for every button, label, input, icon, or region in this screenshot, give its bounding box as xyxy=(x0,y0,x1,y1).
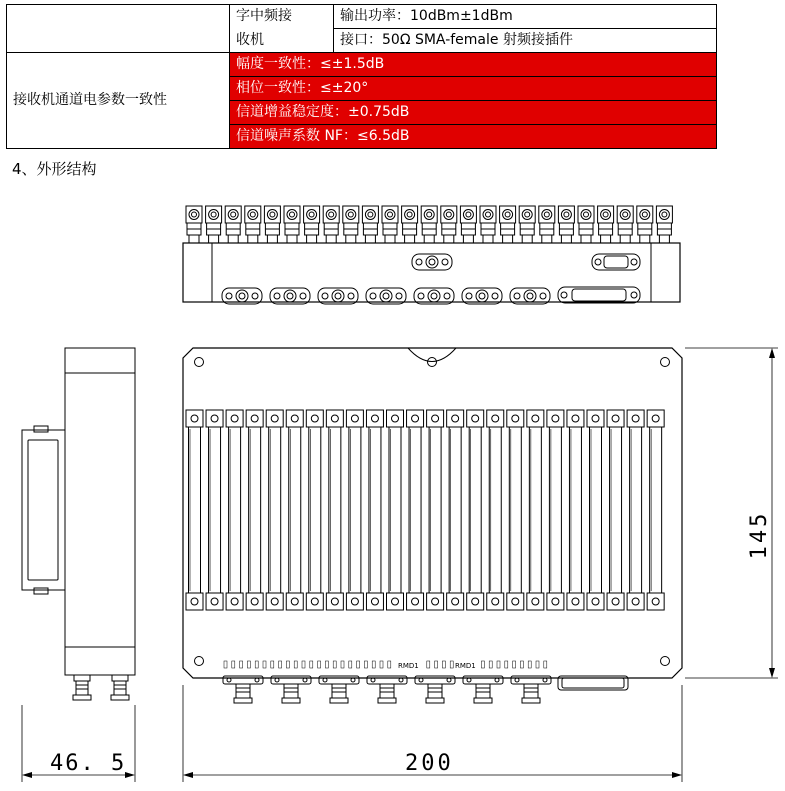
spec-output-power: 输出功率：10dBm±1dBm xyxy=(334,5,717,29)
spec-sub-label: 字中频接 xyxy=(230,5,334,29)
top-sma-connector xyxy=(519,206,535,243)
side-connector-right xyxy=(111,675,129,700)
bottom-sma-connector xyxy=(319,676,359,703)
top-sma-connector xyxy=(558,206,574,243)
side-view xyxy=(22,348,135,782)
section-title: 4、外形结构 xyxy=(12,160,97,178)
top-sma-connector xyxy=(382,206,398,243)
card-slot-array xyxy=(186,410,664,610)
spec-interface: 接口：50Ω SMA-female 射频接插件 xyxy=(334,29,717,53)
mount-hole-bottom-right xyxy=(661,657,670,666)
bottom-sma-connector xyxy=(271,676,311,703)
spec-phase: 相位一致性：≤±20° xyxy=(230,77,717,101)
top-sma-connector xyxy=(637,206,653,243)
top-sma-connector xyxy=(323,206,339,243)
card-slot xyxy=(387,410,404,610)
top-panel-connectors xyxy=(222,254,640,304)
spec-amplitude: 幅度一致性：≤±1.5dB xyxy=(230,53,717,77)
top-sma-connector xyxy=(500,206,516,243)
spec-empty-cell xyxy=(7,5,230,53)
card-slot xyxy=(607,410,624,610)
bottom-dsub-connector xyxy=(558,676,628,690)
top-sma-connector-row xyxy=(186,206,672,243)
top-sma-connector xyxy=(245,206,261,243)
side-bottom-block xyxy=(65,647,135,675)
mechanical-drawing xyxy=(0,190,785,791)
mount-hole-bottom-left xyxy=(195,657,204,666)
bottom-sma-connector xyxy=(463,676,503,703)
top-handle-notch xyxy=(408,348,456,362)
card-slot xyxy=(547,410,564,610)
spec-noise-figure: 信道噪声系数 NF：≤6.5dB xyxy=(230,125,717,149)
top-sma-connector xyxy=(284,206,300,243)
top-view xyxy=(183,206,680,304)
bottom-sma-connector xyxy=(367,676,407,703)
card-slot xyxy=(286,410,303,610)
card-slot xyxy=(587,410,604,610)
card-slot xyxy=(627,410,644,610)
bottom-connector-labels xyxy=(224,661,547,668)
bottom-sma-connector xyxy=(223,676,263,703)
front-view xyxy=(183,348,778,782)
top-sma-connector xyxy=(362,206,378,243)
spec-gain-stability: 信道增益稳定度：±0.75dB xyxy=(230,101,717,125)
mount-hole-top-left xyxy=(195,358,204,367)
top-sma-connector xyxy=(304,206,320,243)
bottom-label-rmd1-a: RMD1 xyxy=(398,662,419,670)
card-slot xyxy=(226,410,243,610)
width-dimension-value: 200 xyxy=(405,751,454,776)
top-dsub-large xyxy=(558,287,640,303)
top-center-connector xyxy=(412,254,452,270)
side-flange-tab-top xyxy=(34,426,48,432)
top-sma-connector xyxy=(598,206,614,243)
card-slot xyxy=(647,410,664,610)
side-flange-inner xyxy=(28,440,58,580)
card-slot xyxy=(366,410,383,610)
top-sma-connector xyxy=(578,206,594,243)
spec-sub-label-2: 收机 xyxy=(230,29,334,53)
card-slot xyxy=(266,410,283,610)
mount-hole-top-right xyxy=(661,358,670,367)
top-dsub-small xyxy=(592,254,640,270)
card-slot xyxy=(246,410,263,610)
card-slot xyxy=(467,410,484,610)
card-slot xyxy=(527,410,544,610)
front-panel-outline xyxy=(183,348,682,678)
top-sma-connector xyxy=(402,206,418,243)
bottom-sma-connector xyxy=(415,676,455,703)
top-sma-connector xyxy=(421,206,437,243)
card-slot xyxy=(206,410,223,610)
side-flange-tab-bottom xyxy=(34,588,48,594)
bottom-sma-connectors xyxy=(223,676,551,703)
top-sma-connector xyxy=(264,206,280,243)
top-sma-connector xyxy=(441,206,457,243)
card-slot xyxy=(326,410,343,610)
top-sma-connector xyxy=(617,206,633,243)
top-sma-connector xyxy=(186,206,202,243)
top-sma-connector xyxy=(480,206,496,243)
top-sma-connector xyxy=(206,206,222,243)
card-slot xyxy=(487,410,504,610)
spec-category: 接收机通道电参数一致性 xyxy=(7,53,230,149)
top-sma-connector xyxy=(225,206,241,243)
card-slot xyxy=(306,410,323,610)
top-sma-connector xyxy=(460,206,476,243)
card-slot xyxy=(346,410,363,610)
card-slot xyxy=(186,410,203,610)
bottom-label-rmd1-b: RMD1 xyxy=(455,662,476,670)
card-slot xyxy=(407,410,424,610)
card-slot xyxy=(567,410,584,610)
height-dimension-value: 145 xyxy=(747,510,772,560)
spec-row-output xyxy=(7,5,717,29)
top-sma-connector xyxy=(656,206,672,243)
spec-table xyxy=(6,4,717,149)
top-sma-connector xyxy=(343,206,359,243)
card-slot xyxy=(427,410,444,610)
card-slot xyxy=(507,410,524,610)
top-view-body xyxy=(183,243,680,302)
depth-dimension-value: 46. 5 xyxy=(50,751,127,776)
card-slot xyxy=(447,410,464,610)
side-body xyxy=(65,373,135,647)
top-sma-connector xyxy=(539,206,555,243)
bottom-sma-connector xyxy=(511,676,551,703)
spec-row-consistency-1 xyxy=(7,53,717,77)
side-top-block xyxy=(65,348,135,373)
side-connector-left xyxy=(73,675,91,700)
